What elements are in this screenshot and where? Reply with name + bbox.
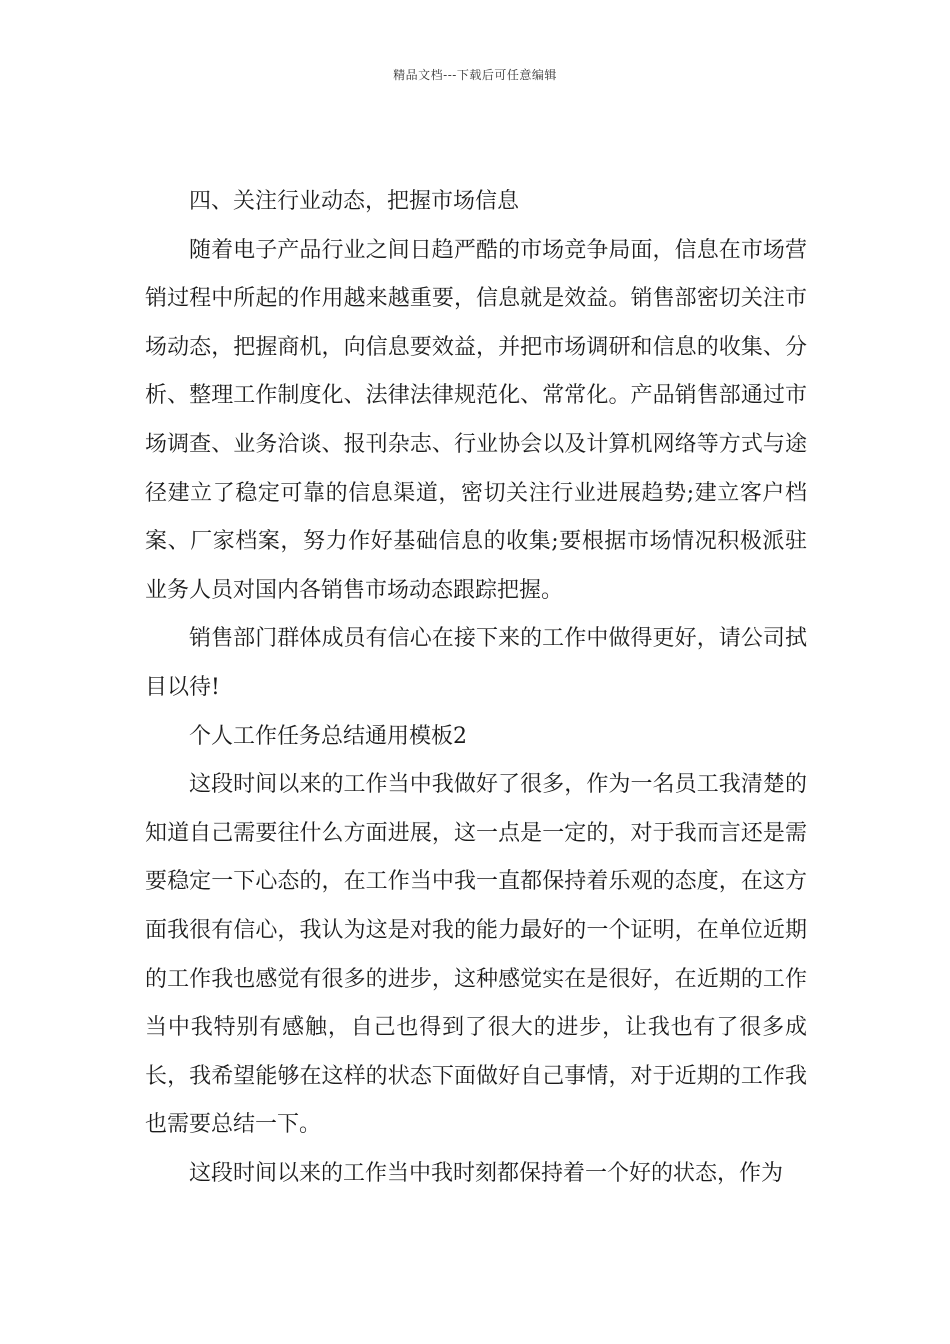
paragraph: 这段时间以来的工作当中我做好了很多，作为一名员工我清楚的知道自己需要往什么方面进展，这一点是一定的，对于我而言还是需要稳定一下心态的，在工作当中我一直都保持着乐观的态度，在这方面我很有信心，我认为这是对我的能力最好的一个证明，在单位近期的工作我也感觉有很多的进步，这种感觉实在是很好，在近期的工作当中我特别有感触，自己也得到了很大的进步，让我也有了很多成长，我希望能够在这样的状态下面做好自己事情，对于近期的工作我也需要总结一下。 bbox=[145, 772, 807, 1138]
section-heading: 四、关注行业动态，把握市场信息 bbox=[189, 189, 520, 214]
paragraph: 销售部门群体成员有信心在接下来的工作中做得更好，请公司拭目以待! bbox=[145, 626, 807, 700]
section-title: 个人工作任务总结通用模板2 bbox=[189, 723, 467, 749]
paragraph: 随着电子产品行业之间日趋严酷的市场竞争局面，信息在市场营销过程中所起的作用越来越重要，信息就是效益。销售部密切关注市场动态，把握商机，向信息要效益，并把市场调研和信息的收集、分析、整理工作制度化、法律法律规范化、常常化。产品销售部通过市场调查、业务洽谈、报刊杂志、行业协会以及计算机网络等方式与途径建立了稳定可靠的信息渠道，密切关注行业进展趋势;建立客户档案、厂家档案，努力作好基础信息的收集;要根据市场情况积极派驻业务人员对国内各销售市场动态跟踪把握。 bbox=[145, 237, 807, 603]
document-body bbox=[145, 178, 807, 1198]
paragraph: 这段时间以来的工作当中我时刻都保持着一个好的状态，作为 bbox=[189, 1160, 784, 1186]
page-header: 精品文档---下载后可任意编辑 bbox=[393, 68, 557, 82]
